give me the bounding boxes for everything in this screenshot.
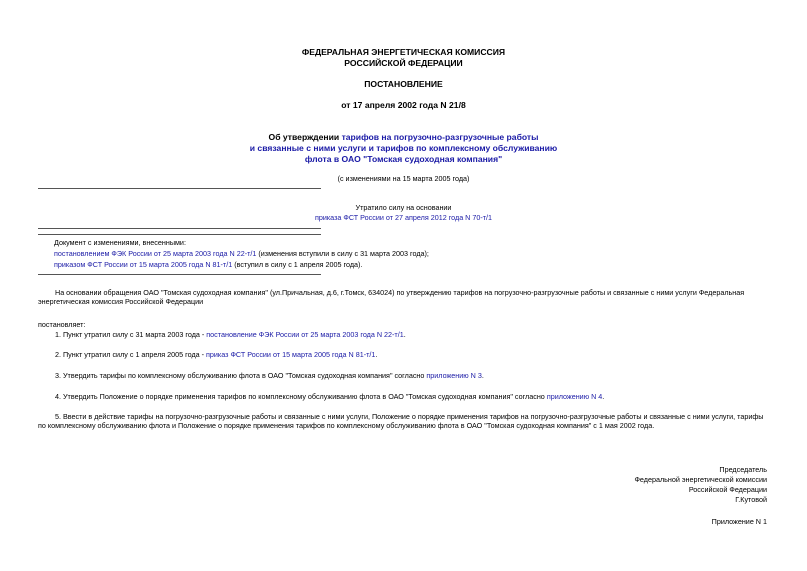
changes-item-1-link[interactable]: постановлением ФЭК России от 25 марта 2003 года N 22-т/1	[54, 249, 257, 258]
divider	[38, 234, 321, 235]
clause-1-text: 1. Пункт утратил силу с 31 марта 2003 года -	[55, 330, 207, 339]
title-link-line2[interactable]: и связанные с ними услуги и тарифов по комплексному обслуживанию	[249, 143, 558, 153]
clause-1: 1. Пункт утратил силу с 31 марта 2003 года - постановление ФЭК России от 25 марта 2003 года N 22-т/1.	[55, 330, 406, 339]
org-name-line1: ФЕДЕРАЛЬНАЯ ЭНЕРГЕТИЧЕСКАЯ КОМИССИЯ	[301, 47, 506, 57]
title-prefix: Об утверждении	[268, 132, 342, 142]
signature-org-line1: Федеральной энергетической комиссии	[634, 475, 767, 484]
clause-5: 5. Ввести в действие тарифы на погрузочно-разгрузочные работы и связанные с ними услуги, Положение о порядке применения тарифов на погрузочно-разгрузочные работы и связанные с ними услуги, тарифы по комплексному обслуживанию флота и Положение о порядке применения тарифов по комплексному обслуживанию флота в ОАО "Томская судоходная компания" с 1 мая 2002 года.	[38, 412, 764, 430]
changes-item-1-note: (изменения вступили в силу с 31 марта 2003 года);	[256, 249, 429, 258]
resolves-text: постановляет:	[38, 320, 86, 329]
changes-item-2-note: (вступил в силу с 1 апреля 2005 года).	[232, 260, 363, 269]
clause-3: 3. Утвердить тарифы по комплексному обслуживанию флота в ОАО "Томская судоходная компания" согласно приложению N 3.	[55, 371, 484, 380]
signature-org-line2: Российской Федерации	[688, 485, 767, 494]
changes-intro: Документ с изменениями, внесенными:	[54, 238, 186, 247]
title-link-line3[interactable]: флота в ОАО "Томская судоходная компания"	[304, 154, 503, 164]
basis-paragraph: На основании обращения ОАО "Томская судоходная компания" (ул.Причальная, д.6, г.Томск, 634024) по утверждению тарифов на погрузочно-разгрузочные работы и связанные с ними услуги Федеральная энергетическая комиссия Российской Федерации	[38, 288, 745, 306]
clause-4-text: 4. Утвердить Положение о порядке применения тарифов по комплексному обслуживанию флота в ОАО "Томская судоходная компания" согласно	[55, 392, 547, 401]
changes-item-2	[54, 260, 784, 269]
clause-1-link[interactable]: постановление ФЭК России от 25 марта 2003 года N 22-т/1	[206, 330, 404, 339]
title-link-line1[interactable]: тарифов на погрузочно-разгрузочные работы	[341, 132, 539, 142]
clause-2-link[interactable]: приказ ФСТ России от 15 марта 2005 года N 81-т/1	[206, 350, 376, 359]
document-title	[0, 132, 807, 143]
changes-item-2-link[interactable]: приказом ФСТ России от 15 марта 2005 года N 81-т/1	[54, 260, 233, 269]
org-name-line2: РОССИЙСКОЙ ФЕДЕРАЦИИ	[344, 58, 463, 68]
document-type: ПОСТАНОВЛЕНИЕ	[364, 79, 443, 89]
clause-2-text: 2. Пункт утратил силу с 1 апреля 2005 года -	[55, 350, 207, 359]
void-notice-text: Утратило силу на основании	[355, 203, 452, 212]
clause-3-text: 3. Утвердить тарифы по комплексному обслуживанию флота в ОАО "Томская судоходная компания" согласно	[55, 371, 427, 380]
clause-3-link[interactable]: приложению N 3	[426, 371, 482, 380]
document-date-number: от 17 апреля 2002 года N 21/8	[341, 100, 466, 110]
divider	[38, 274, 321, 275]
clause-4-link[interactable]: приложению N 4	[546, 392, 603, 401]
title-line3	[0, 154, 807, 165]
clause-4: 4. Утвердить Положение о порядке применения тарифов по комплексному обслуживанию флота в ОАО "Томская судоходная компания" согласно приложению N 4.	[55, 392, 605, 401]
amendments-note: (с изменениями на 15 марта 2005 года)	[337, 174, 470, 183]
divider	[38, 188, 321, 189]
appendix-label: Приложение N 1	[711, 517, 767, 526]
void-notice-link[interactable]: приказа ФСТ России от 27 апреля 2012 года N 70-т/1	[314, 213, 493, 222]
clause-2: 2. Пункт утратил силу с 1 апреля 2005 года - приказ ФСТ России от 15 марта 2005 года N 81-т/1.	[55, 350, 378, 359]
changes-item-1	[54, 249, 784, 258]
title-line2	[0, 143, 807, 154]
void-notice-line	[0, 213, 807, 222]
divider	[38, 228, 321, 229]
signatory-name: Г.Кутовой	[735, 495, 767, 504]
signature-title: Председатель	[719, 465, 767, 474]
